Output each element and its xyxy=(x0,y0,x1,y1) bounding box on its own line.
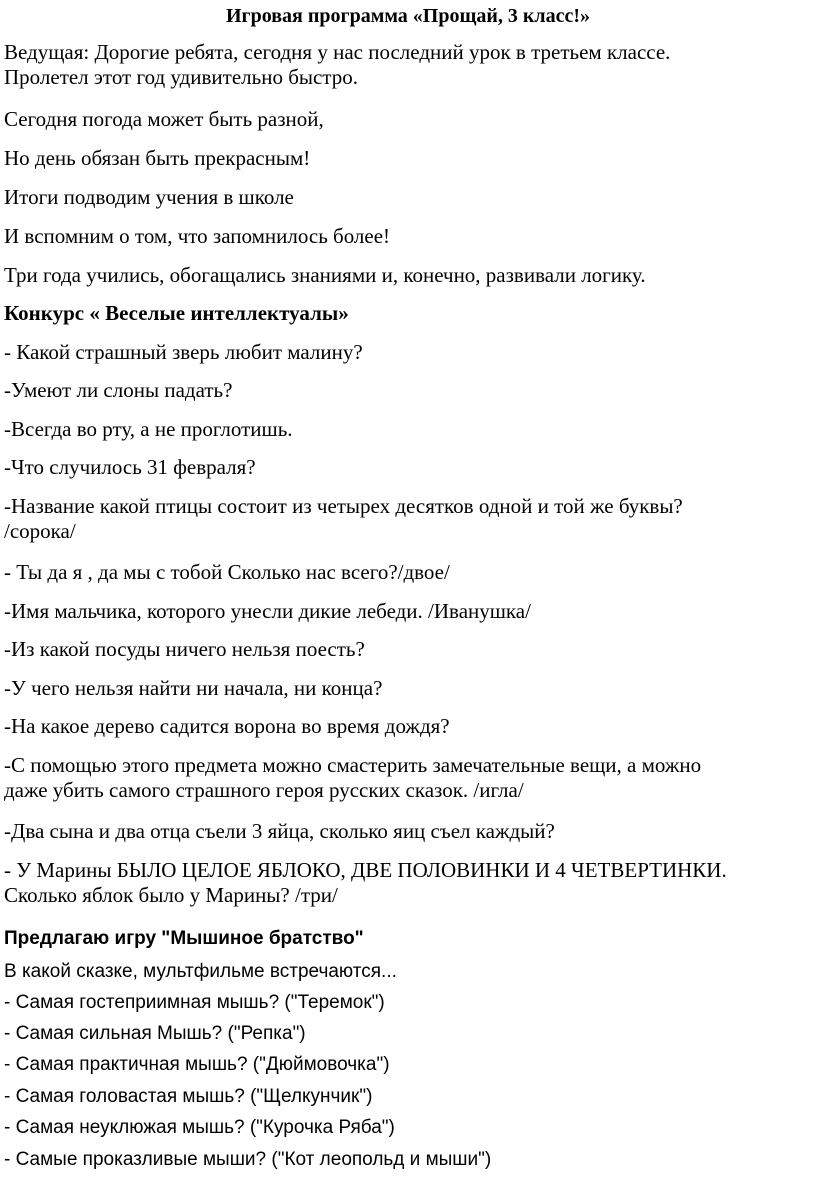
question-line: -С помощью этого предмета можно смастерить замечательные вещи, а можно xyxy=(4,753,702,777)
intro-closing: Три года учились, обогащались знаниями и, конечно, развивали логику. xyxy=(4,263,646,287)
contest-question: -Два сына и два отца съели 3 яйца, сколько яиц съел каждый? xyxy=(4,819,555,843)
contest-question: -Из какой посуды ничего нельзя поесть? xyxy=(4,637,365,661)
poem-line: И вспомним о том, что запомнилось более! xyxy=(4,224,391,248)
game-prompt: В какой сказке, мультфильме встречаются... xyxy=(4,961,397,982)
intro-line: Ведущая: Дорогие ребята, сегодня у нас последний урок в третьем классе. xyxy=(4,40,671,64)
contest-question xyxy=(4,858,812,908)
question-line: - У Марины БЫЛО ЦЕЛОЕ ЯБЛОКО, ДВЕ ПОЛОВИНКИ И 4 ЧЕТВЕРТИНКИ. xyxy=(4,858,727,882)
question-answer: Сколько яблок было у Марины? /три/ xyxy=(4,883,338,907)
contest-question: -Имя мальчика, которого унесли дикие лебеди. /Иванушка/ xyxy=(4,599,531,623)
game-item: - Самая практичная мышь? ("Дюймовочка") xyxy=(4,1054,390,1075)
contest-question: - Ты да я , да мы с тобой Сколько нас всего?/двое/ xyxy=(4,560,450,584)
game-item: - Самая неуклюжая мышь? ("Курочка Ряба") xyxy=(4,1117,395,1138)
contest-question: - Какой страшный зверь любит малину? xyxy=(4,340,363,364)
poem-line: Но день обязан быть прекрасным! xyxy=(4,146,311,170)
question-line: -Название какой птицы состоит из четырех десятков одной и той же буквы? xyxy=(4,494,683,518)
game-item: - Самая сильная Мышь? ("Репка") xyxy=(4,1023,306,1044)
contest-question: -Что случилось 31 февраля? xyxy=(4,455,256,479)
contest-question: -Умеют ли слоны падать? xyxy=(4,378,233,402)
game-item: - Самая гостеприимная мышь? ("Теремок") xyxy=(4,992,385,1013)
document-title: Игровая программа «Прощай, 3 класс!» xyxy=(225,5,591,27)
poem-line: Сегодня погода может быть разной, xyxy=(4,107,324,131)
contest-question xyxy=(4,753,812,803)
contest-question: -У чего нельзя найти ни начала, ни конца? xyxy=(4,676,383,700)
poem-line: Итоги подводим учения в школе xyxy=(4,185,294,209)
contest-question xyxy=(4,494,812,544)
game-heading: Предлагаю игру "Мышиное братство" xyxy=(4,928,364,949)
intro-paragraph xyxy=(4,40,812,90)
game-item: - Самая головастая мышь? ("Щелкунчик") xyxy=(4,1086,373,1107)
question-answer: /сорока/ xyxy=(4,519,76,543)
question-line: даже убить самого страшного героя русских сказок. /игла/ xyxy=(4,778,524,802)
contest-question: -Всегда во рту, а не проглотишь. xyxy=(4,417,293,441)
intro-line: Пролетел этот год удивительно быстро. xyxy=(4,65,358,89)
contest-heading: Конкурс « Веселые интеллектуалы» xyxy=(4,301,349,325)
contest-question: -На какое дерево садится ворона во время дождя? xyxy=(4,714,450,738)
game-item: - Самые проказливые мыши? ("Кот леопольд и мыши") xyxy=(4,1149,492,1170)
